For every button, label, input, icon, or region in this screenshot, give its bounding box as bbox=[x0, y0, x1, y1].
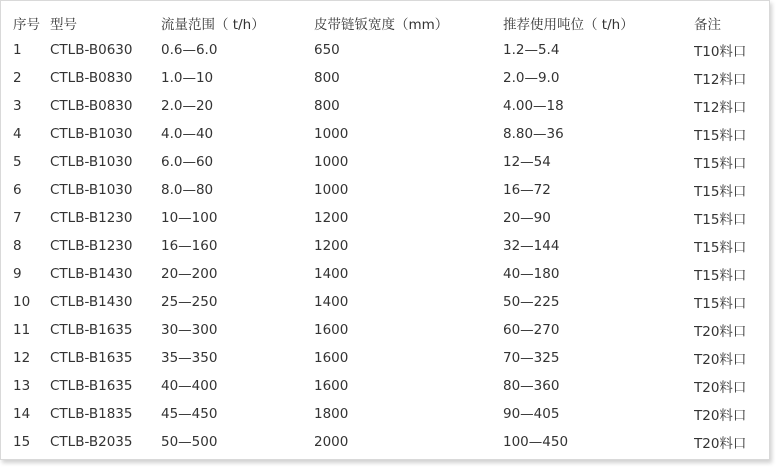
cell-serial-number: 12 bbox=[13, 350, 31, 366]
table-row bbox=[13, 148, 763, 176]
cell-recommended-tonnage: 2.0—9.0 bbox=[503, 70, 560, 86]
table-row bbox=[13, 344, 763, 372]
cell-model: CTLB-B0830 bbox=[50, 98, 133, 114]
spec-table bbox=[13, 9, 763, 456]
cell-belt-width: 1600 bbox=[314, 378, 349, 394]
cell-belt-width: 1200 bbox=[314, 210, 349, 226]
cell-model: CTLB-B1430 bbox=[50, 294, 133, 310]
cell-remarks: T20料口 bbox=[694, 324, 747, 340]
cell-remarks: T15料口 bbox=[694, 268, 747, 284]
cell-belt-width: 1400 bbox=[314, 266, 349, 282]
cell-serial-number: 7 bbox=[13, 210, 22, 226]
cell-recommended-tonnage: 12—54 bbox=[503, 154, 551, 170]
cell-recommended-tonnage: 1.2—5.4 bbox=[503, 42, 560, 58]
cell-model: CTLB-B1835 bbox=[50, 406, 133, 422]
cell-flow-range: 25—250 bbox=[161, 294, 218, 310]
cell-serial-number: 14 bbox=[13, 406, 31, 422]
cell-remarks: T12料口 bbox=[694, 72, 747, 88]
cell-model: CTLB-B1030 bbox=[50, 154, 133, 170]
cell-remarks: T15料口 bbox=[694, 128, 747, 144]
cell-flow-range: 10—100 bbox=[161, 210, 218, 226]
cell-remarks: T15料口 bbox=[694, 184, 747, 200]
cell-model: CTLB-B2035 bbox=[50, 434, 133, 450]
cell-recommended-tonnage: 50—225 bbox=[503, 294, 560, 310]
cell-recommended-tonnage: 90—405 bbox=[503, 406, 560, 422]
cell-flow-range: 2.0—20 bbox=[161, 98, 214, 114]
cell-remarks: T20料口 bbox=[694, 352, 747, 368]
table-row bbox=[13, 64, 763, 92]
cell-serial-number: 10 bbox=[13, 294, 31, 310]
cell-belt-width: 800 bbox=[314, 70, 340, 86]
cell-remarks: T15料口 bbox=[694, 156, 747, 172]
cell-flow-range: 20—200 bbox=[161, 266, 218, 282]
cell-belt-width: 1800 bbox=[314, 406, 349, 422]
cell-recommended-tonnage: 80—360 bbox=[503, 378, 560, 394]
cell-model: CTLB-B1030 bbox=[50, 126, 133, 142]
cell-flow-range: 16—160 bbox=[161, 238, 218, 254]
cell-remarks: T15料口 bbox=[694, 212, 747, 228]
cell-serial-number: 4 bbox=[13, 126, 22, 142]
cell-flow-range: 30—300 bbox=[161, 322, 218, 338]
cell-recommended-tonnage: 16—72 bbox=[503, 182, 551, 198]
cell-remarks: T15料口 bbox=[694, 296, 747, 312]
cell-flow-range: 35—350 bbox=[161, 350, 218, 366]
cell-recommended-tonnage: 32—144 bbox=[503, 238, 560, 254]
table-row bbox=[13, 316, 763, 344]
header-recommended-tonnage: 推荐使用吨位（ t/h） bbox=[503, 16, 634, 33]
cell-model: CTLB-B0630 bbox=[50, 42, 133, 58]
cell-serial-number: 5 bbox=[13, 154, 22, 170]
cell-serial-number: 13 bbox=[13, 378, 31, 394]
cell-model: CTLB-B1230 bbox=[50, 238, 133, 254]
cell-belt-width: 2000 bbox=[314, 434, 349, 450]
cell-serial-number: 2 bbox=[13, 70, 22, 86]
cell-flow-range: 1.0—10 bbox=[161, 70, 214, 86]
cell-serial-number: 9 bbox=[13, 266, 22, 282]
cell-recommended-tonnage: 60—270 bbox=[503, 322, 560, 338]
cell-flow-range: 4.0—40 bbox=[161, 126, 214, 142]
cell-model: CTLB-B1430 bbox=[50, 266, 133, 282]
table-header-row bbox=[13, 9, 763, 36]
table-row bbox=[13, 36, 763, 64]
cell-flow-range: 6.0—60 bbox=[161, 154, 214, 170]
cell-flow-range: 40—400 bbox=[161, 378, 218, 394]
table-row bbox=[13, 260, 763, 288]
cell-recommended-tonnage: 20—90 bbox=[503, 210, 551, 226]
header-remarks: 备注 bbox=[694, 16, 721, 33]
cell-remarks: T20料口 bbox=[694, 436, 747, 452]
cell-serial-number: 8 bbox=[13, 238, 22, 254]
cell-remarks: T15料口 bbox=[694, 240, 747, 256]
table-row bbox=[13, 372, 763, 400]
table-row bbox=[13, 204, 763, 232]
header-belt-width: 皮带链钣宽度（mm） bbox=[314, 16, 449, 33]
cell-serial-number: 1 bbox=[13, 42, 22, 58]
table-row bbox=[13, 428, 763, 456]
cell-recommended-tonnage: 4.00—18 bbox=[503, 98, 564, 114]
cell-serial-number: 15 bbox=[13, 434, 31, 450]
cell-remarks: T10料口 bbox=[694, 44, 747, 60]
header-model: 型号 bbox=[50, 16, 77, 33]
table-row bbox=[13, 232, 763, 260]
header-flow-range: 流量范围（ t/h） bbox=[161, 16, 265, 33]
cell-remarks: T20料口 bbox=[694, 408, 747, 424]
header-serial-number: 序号 bbox=[13, 16, 40, 33]
cell-remarks: T12料口 bbox=[694, 100, 747, 116]
cell-belt-width: 1000 bbox=[314, 154, 349, 170]
cell-model: CTLB-B0830 bbox=[50, 70, 133, 86]
cell-model: CTLB-B1635 bbox=[50, 350, 133, 366]
table-body bbox=[13, 36, 763, 456]
cell-serial-number: 3 bbox=[13, 98, 22, 114]
cell-recommended-tonnage: 40—180 bbox=[503, 266, 560, 282]
table-row bbox=[13, 120, 763, 148]
cell-belt-width: 1000 bbox=[314, 126, 349, 142]
cell-belt-width: 1200 bbox=[314, 238, 349, 254]
cell-serial-number: 11 bbox=[13, 322, 31, 338]
cell-remarks: T20料口 bbox=[694, 380, 747, 396]
cell-model: CTLB-B1030 bbox=[50, 182, 133, 198]
cell-belt-width: 800 bbox=[314, 98, 340, 114]
cell-recommended-tonnage: 70—325 bbox=[503, 350, 560, 366]
table-row bbox=[13, 288, 763, 316]
cell-flow-range: 50—500 bbox=[161, 434, 218, 450]
cell-recommended-tonnage: 100—450 bbox=[503, 434, 569, 450]
cell-flow-range: 0.6—6.0 bbox=[161, 42, 218, 58]
cell-belt-width: 650 bbox=[314, 42, 340, 58]
table-row bbox=[13, 176, 763, 204]
cell-model: CTLB-B1230 bbox=[50, 210, 133, 226]
cell-belt-width: 1600 bbox=[314, 350, 349, 366]
table-row bbox=[13, 400, 763, 428]
table-row bbox=[13, 92, 763, 120]
cell-recommended-tonnage: 8.80—36 bbox=[503, 126, 564, 142]
cell-serial-number: 6 bbox=[13, 182, 22, 198]
cell-flow-range: 8.0—80 bbox=[161, 182, 214, 198]
cell-flow-range: 45—450 bbox=[161, 406, 218, 422]
cell-model: CTLB-B1635 bbox=[50, 322, 133, 338]
cell-model: CTLB-B1635 bbox=[50, 378, 133, 394]
cell-belt-width: 1400 bbox=[314, 294, 349, 310]
cell-belt-width: 1600 bbox=[314, 322, 349, 338]
cell-belt-width: 1000 bbox=[314, 182, 349, 198]
